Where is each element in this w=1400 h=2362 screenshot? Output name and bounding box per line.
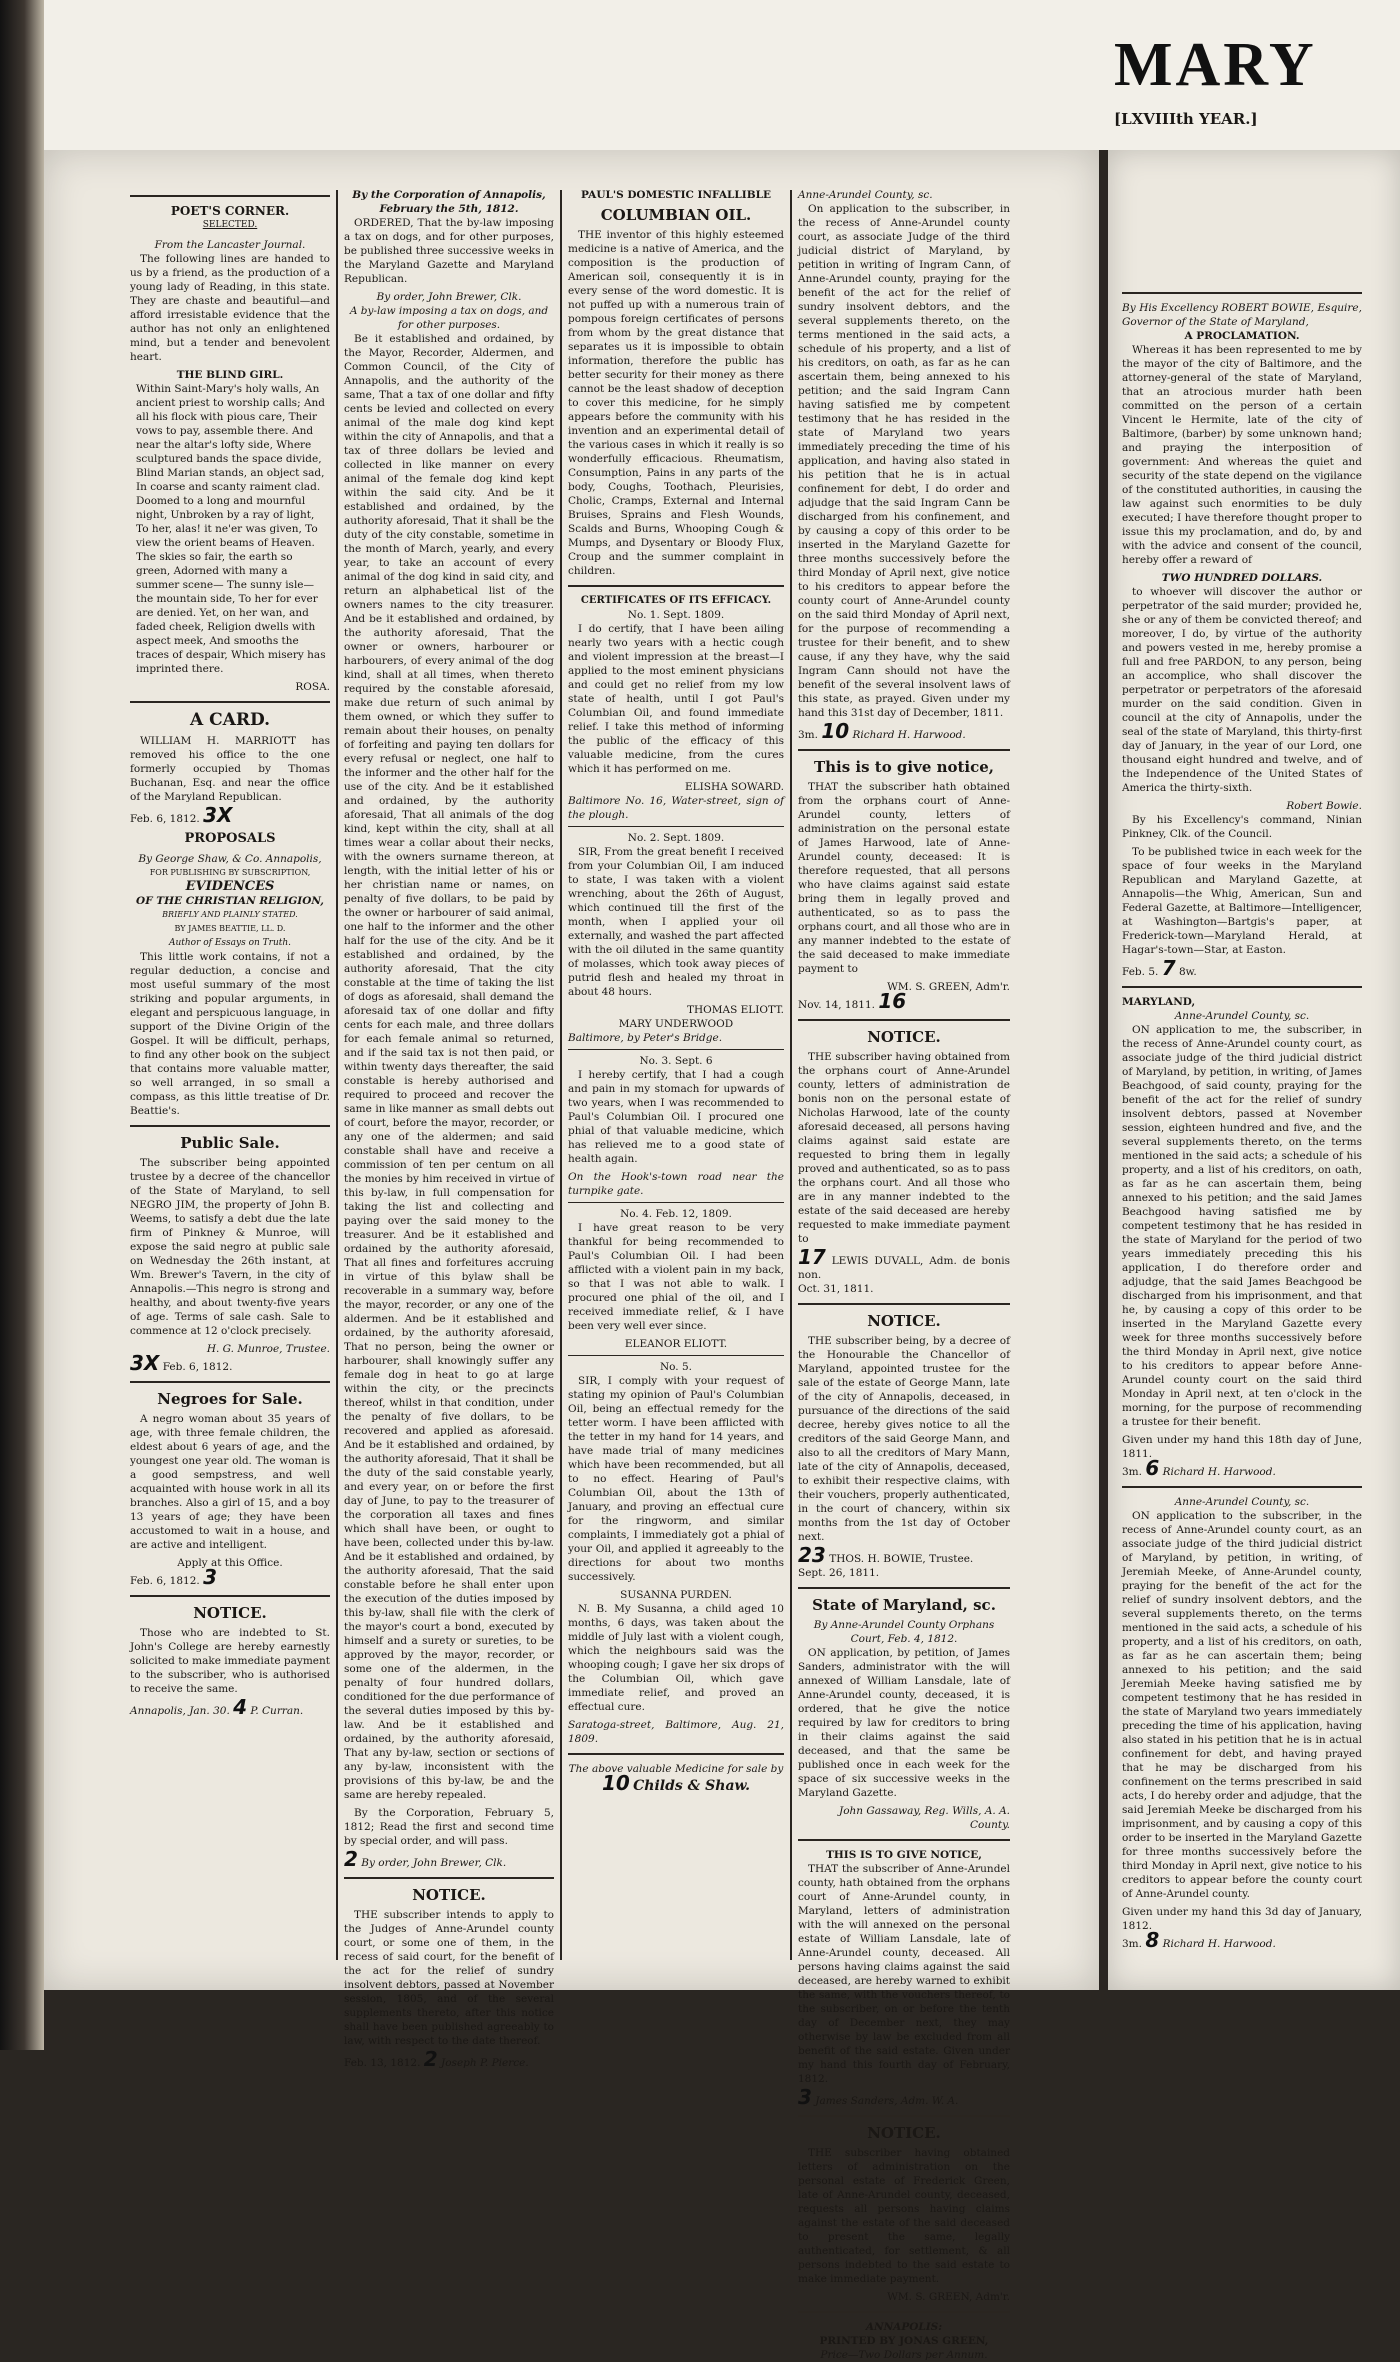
poem-title: THE BLIND GIRL. [176, 369, 284, 381]
notice-text: Those who are indebted to St. John's College are hereby earnestly solicited to make immediate payment to the subscriber, who is authorised to receive the same. [130, 1627, 330, 1695]
divider [344, 1877, 554, 1879]
divider [1122, 1486, 1362, 1488]
reward-amount: TWO HUNDRED DOLLARS. [1161, 572, 1323, 584]
cert-address: Saratoga-street, Baltimore, Aug. 21, 1809. [568, 1719, 784, 1745]
divider [798, 1019, 1010, 1021]
column-notices [798, 188, 1010, 2361]
seller-name: Childs & Shaw. [633, 1778, 751, 1794]
divider [568, 1355, 784, 1356]
section-heading: POET'S CORNER. [170, 204, 290, 218]
section-subheading: SELECTED. [202, 220, 258, 230]
give-notice-title: THIS IS TO GIVE NOTICE, [826, 1849, 982, 1861]
sale-line: The above valuable Medicine for sale by [568, 1763, 784, 1775]
bylaw-body: Be it established and ordained, by the Mayor, Recorder, Aldermen, and Common Council, of the City of Annapolis, and the authority of the same, That a tax of one dollar and fifty cents be levied and collected on every animal of the male dog kind kept within the city of Annapolis, and that a tax of three dollars be levied and collected in like manner on every animal of the female dog kind kept within the said city. And be it established and ordained, by the authority aforesaid, That it shall be the duty of the city constable, sometime in the month of March, yearly, and every year, to take an account of every animal of the dog kind in said city, and return an alphabetical list of the owners names to the city treasurer. And be it established and ordained, by the authority aforesaid, That the owner or owners, harbourer or harbourers, of every animal of the dog kind, shall at all times, when thereto required by the constable aforesaid, make due return of such animal by them owned, or which they suffer to remain about their houses, on penalty of forfeiting and paying ten dollars for every refusal or neglect, one half to the informer and the other half for the use of the city. And be it established and ordained, by the authority aforesaid, That all animals of the dog kind, kept within the city, shall at all times wear a collar about their necks, with the owners surname thereon, at length, with the initial letter of his or her christian name or names, on penalty of five dollars, to be paid by the owner or harbourer of said animal, one half to the informer and the other half for the use of the city. And be it established and ordained, by the authority aforesaid, That the city constable at the time of taking the list of dogs as aforesaid, shall demand the aforesaid tax of one dollar and fifty cents for each male, and three dollars for each female animal so returned, and if the said tax is not then paid, or within twenty days thereafter, the said constable is hereby authorised and required to proceed and recover the same in like manner as small debts out of court, before the mayor, recorder, or any one of the aldermen; and said constable shall have and receive a commission of ten per centum on all the monies by him received in virtue of this by-law, in full compensation for taking the list and collecting and paying over the said money to the treasurer. And be it established and ordained by the authority aforesaid, That all fines and forfeitures accruing in virtue of this bylaw shall be recoverable in a summary way, before the mayor, recorder, or any one of the aldermen. And be it established and ordained, by the authority aforesaid, That no person, being the owner or harbourer, shall knowingly suffer any female dog in heat to go at large within the city, or the precincts thereof, whilst in that condition, under the penalty of five dollars, to be recovered and applied as aforesaid. And be it established and ordained, by the authority aforesaid, That it shall be the duty of the said constable yearly, and every year, on or before the first day of June, to pay to the treasurer of the corporation all taxes and fines which shall have been, or ought to have been, collected under this by-law. And be it established and ordained, by the authority aforesaid, That the said constable before he shall enter upon the execution of the duties imposed by this by-law, shall file with the clerk of the mayor's court a bond, executed by himself and a surety or sureties, to be approved by the mayor, recorder, or some one of the aldermen, in the penalty of four hundred dollars, conditioned for the due performance of the several duties imposed by this by-law. And be it established and ordained, by the authority aforesaid, That any by-law, section or sections of any by-law, inconsistent with the provisions of this by-law, be and the same are hereby repealed. [344, 333, 554, 1801]
newspaper-page-left [44, 150, 1099, 2361]
evidences-sub: OF THE CHRISTIAN RELIGION, [136, 895, 324, 907]
oil-body: THE inventor of this highly esteemed medicine is a native of America, and the composition is the production of American soil, consequently it is in every sense of the word domestic. It is not puffed up with a numerous train of pompous foreign certificates of persons from whom by the great distance that separates us it is impossible to obtain information, therefore the public has better security for their money as there cannot be the least shadow of deception to cover this medicine, for he simply appears before the community with his invention and an experimental detail of the various cases in which it really is so wonderfully efficacious. Rheumatism, Consumption, Pains in any parts of the body, Coughs, Toothach, Pleurisies, Cholic, Cramps, External and Internal Bruises, Sprains and Flesh Wounds, Scalds and Burns, Whooping Cough & Mumps, and Dysentary or Bloody Flux, Croup and the summer complaint in children. [568, 229, 784, 577]
county-term: 3m. [1122, 1938, 1142, 1950]
notice-text: On application to the subscriber, in the recess of Anne-Arundel county court, as associate Judge of the third judicial district of Maryland, by petition in writing of Ingram Cann, of Anne-Arundel county, praying for the benefit of the act for the relief of sundry insolvent debtors, and the several supplements thereto, on the terms mentioned in the said acts, a schedule of his property, and a list of his creditors, on oath, as far as he can ascertain them, being annexed to his petition; and the said Ingram Cann having satisfied me by competent testimony that he has resided in the state of Maryland two years immediately preceding the time of his application, and having also stated in his petition that he is in actual confinement for debt, I do order and adjudge that the said Ingram Cann be discharged from his confinement, and by causing a copy of this order to be inserted in the Maryland Gazette for three months successively before the third Monday of April next, give notice to his creditors to appear before the county court of Anne-Arundel county on the said third Monday of April next, for the purpose of recommending a trustee for their benefit, and to shew cause, if any they have, why the said Ingram Cann should not have the benefit of the several insolvent laws of this state, as prayed. Given under my hand this 31st day of December, 1811. [798, 203, 1010, 719]
column-columbian-oil [568, 188, 784, 1968]
notice-text: THE subscriber having obtained letters of administration on the personal estate of Frederick Green, late of Anne-Arundel county, deceased, requests all persons having claims against the estate of the said deceased to present the same, legally authenticated, for settlement, & all persons indebted to the said estate to make immediate payment. [798, 2147, 1010, 2285]
notice-signature: THOS. H. BOWIE, Trustee. [829, 1553, 974, 1565]
oil-heading-1: PAUL'S DOMESTIC INFALLIBLE [581, 189, 771, 201]
divider [568, 585, 784, 587]
divider [568, 1753, 784, 1755]
author-line: BY JAMES BEATTIE, LL. D. [174, 924, 286, 933]
proclamation-text: Whereas it has been represented to me by the mayor of the city of Baltimore, and the attorney-general of the state of Maryland, that an atrocious murder hath been committed on the person of a certain Vincent le Hermite, late of the city of Baltimore, (barber) by some unknown hand; and praying the interposition of government: And whereas the quiet and security of the state depend on the vigilance of the constituted authorities, in causing the law against such enormities to be duly executed; I have therefore thought proper to issue this my proclamation, and do, by and with the advice and consent of the council, hereby offer a reward of [1122, 344, 1362, 566]
bylaw-header: By the Corporation of Annapolis, February the 5th, 1812. [352, 189, 546, 215]
divider [1122, 986, 1362, 988]
poem-text: Within Saint-Mary's holy walls, An ancient priest to worship calls; And all his flock with pious care, Their vows to pay, assemble there. And near the altar's lofty side, Where sculptured bands the space divide, Blind Marian stands, an object sad, In coarse and scanty raiment clad. Doomed to a long and mournful night, Unbroken by a ray of light, To her, alas! it ne'er was given, To view the orient beams of Heaven. The skies so fair, the earth so green, Adorned with many a summer scene— The sunny isle—the mountain side, To her for ever are denied. Yet, on her wan, and faded cheek, Religion dwells with aspect meek, And smooths the traces of despair, Which misery has imprinted there. [136, 383, 326, 675]
handwritten-mark: 3 [798, 2085, 812, 2109]
ordered-text: ORDERED, That the by-law imposing a tax on dogs, and for other purposes, be published three successive weeks in the Maryland Gazette and Maryland Republican. [344, 217, 554, 285]
card-date: Feb. 6, 1812. [130, 813, 200, 825]
cert-number: No. 4. [620, 1208, 653, 1220]
notice-title: NOTICE. [867, 1028, 941, 1046]
cert-signature: SUSANNA PURDEN. [620, 1589, 732, 1601]
give-notice-title: This is to give notice, [813, 758, 995, 776]
state-text: ON application, by petition, of James Sanders, administrator with the will annexed of William Lansdale, late of Anne-Arundel county, deceased, it is ordered, that he give the notice required by law for creditors to bring in their claims against the said deceased, and that the same be published once in each week for the space of six successive weeks in the Maryland Gazette. [798, 1647, 1010, 1799]
handwritten-mark: 3X [130, 1351, 160, 1375]
cert-text: SIR, I comply with your request of stating my opinion of Paul's Columbian Oil, being an effectual remedy for the tetter worm. I have been afflicted with the tetter in my hand for 14 years, and have made trial of many medicines which have been recommended, but all to no effect. Hearing of Paul's Columbian Oil, about the 13th of January, and proving an effectual cure for the ringworm, and similar complaints, I immediately got a phial of your Oil, and applied it agreeably to the directions for about two months successively. [568, 1375, 784, 1583]
divider [130, 701, 330, 703]
proclamation-publication: To be published twice in each week for the space of four weeks in the Maryland Republican and Maryland Gazette, at Annapolis—the Whig, American, Sun and Federal Gazette, at Baltimore—Intelligencer, at Washington—Bartgis's paper, at Frederick-town—Maryland Herald, at Hagar's-town—Star, at Easton. [1122, 846, 1362, 956]
author-sub: Author of Essays on Truth. [168, 938, 292, 948]
notice-signature: LEWIS DUVALL, Adm. de bonis non. [798, 1255, 1010, 1281]
handwritten-mark: 3X [203, 803, 233, 827]
cert-number: No. 1. [627, 609, 660, 621]
evidences-title: EVIDENCES [185, 879, 275, 894]
divider [568, 1202, 784, 1203]
handwritten-mark: 16 [878, 989, 907, 1013]
divider [798, 1303, 1010, 1305]
imprint-place: ANNAPOLIS: [865, 2321, 943, 2333]
source-line: From the Lancaster Journal. [154, 239, 306, 251]
column-proclamation [1122, 285, 1362, 1975]
sale-date: Feb. 6, 1812. [162, 1361, 233, 1373]
card-text: WILLIAM H. MARRIOTT has removed his office to the one formerly occupied by Thomas Buchanan, Esq. and near the office of the Maryland Republican. [130, 735, 330, 803]
county-date: Given under my hand this 3d day of January, 1812. [1122, 1906, 1362, 1932]
state-title: State of Maryland, sc. [812, 1596, 996, 1614]
state-subtitle: By Anne-Arundel County Orphans Court, Feb. 4, 1812. [813, 1619, 995, 1645]
county-text: ON application to the subscriber, in the recess of Anne-Arundel county court, as an associate judge of the third judicial district of Maryland, by petition, in writing, of Jeremiah Meeke, of Anne-Arundel county, praying for the benefit of the act for the relief of sundry insolvent debtors, and the several supplements thereto, on the terms mentioned in the said acts, a schedule of his property, and a list of his creditors, on oath, as far as he can ascertain them; being annexed to his petition; and the said Jeremiah Meeke having satisfied me by competent testimony that he has resided in the state of Maryland two years immediately preceding the time of his application, having also stated in his petition that he is in actual confinement for debt, and having prayed that he may be discharged from his confinement on the terms prescribed in said acts, I do hereby order and adjudge, that the said Jeremiah Meeke be discharged from his imprisonment, and by causing a copy of this order to be inserted in the Maryland Gazette for three months successively before the third Monday in April next, give notice to his creditors to appear before the county court of Anne-Arundel county. [1122, 1510, 1362, 1900]
poem-signature: ROSA. [295, 681, 330, 693]
maryland-date: Given under my hand this 18th day of June, 1811. [1122, 1434, 1362, 1460]
sale-title: Public Sale. [180, 1134, 280, 1152]
notice-text: THE subscriber having obtained from the orphans court of Anne-Arundel county, letters of administration de bonis non on the personal estate of Nicholas Harwood, late of the county aforesaid deceased, all persons having claims against said estate are requested to bring them in legally proved and authenticated, so as to pass the orphans court. And all those who are in any manner indebted to the estate of the said deceased are hereby requested to make immediate payment to [798, 1051, 1010, 1245]
proclamation-command: By his Excellency's command, Ninian Pinkney, Clk. of the Council. [1122, 814, 1362, 840]
notice-signature: WM. S. GREEN, Adm'r. [887, 2291, 1010, 2303]
state-signature: John Gassaway, Reg. Wills, A. A. County. [839, 1805, 1010, 1831]
county-header: Anne-Arundel County, sc. [798, 189, 933, 201]
card-title: A CARD. [189, 710, 270, 730]
proclamation-text-2: to whoever will discover the author or perpetrator of the said murder; provided he, she or any of them be convicted thereof; and moreover, I do, by virtue of the authority and powers vested in me, hereby promise a full and free PARDON, to any person, being an accomplice, who shall discover the perpetrator or perpetrators of the aforesaid murder on the said condition. Given in council at the city of Annapolis, under the seal of the state of Maryland, this thirty-first day of January, in the year of our Lord, one thousand eight hundred and twelve, and of the Independence of the United States of America the thirty-sixth. [1122, 586, 1362, 794]
cert-signature: ELISHA SOWARD. [685, 781, 784, 793]
divider [1122, 292, 1362, 294]
newspaper-page-right [1108, 150, 1400, 1990]
proclamation-header: By His Excellency ROBERT BOWIE, Esquire, Governor of the State of Maryland, [1122, 302, 1362, 328]
cert-signature: ELEANOR ELIOTT. [624, 1338, 728, 1350]
proclamation-term: 8w. [1178, 966, 1197, 978]
divider [130, 1381, 330, 1383]
column-rule [560, 190, 562, 1960]
oil-heading-2: COLUMBIAN OIL. [600, 206, 752, 224]
handwritten-mark: 10 [601, 1771, 630, 1795]
cert-date: Sept. 1809. [663, 609, 725, 621]
book-binding [0, 0, 44, 2050]
maryland-signature: Richard H. Harwood. [1162, 1466, 1276, 1478]
cert-number: No. 3. [639, 1055, 672, 1067]
divider [568, 1049, 784, 1050]
notice-term: 3m. [798, 729, 818, 741]
sale-text: The subscriber being appointed trustee by a decree of the chancellor of the State of Maryland, to sell NEGRO JIM, the property of John B. Weems, to satisfy a debt due the late firm of Pinkney & Munroe, will expose the said negro at public sale on Wednesday the 26th instant, at Wm. Brewer's Tavern, in the city of Annapolis.—This negro is strong and healthy, and about twenty-five years of age. Terms of sale cash. Sale to commence at 12 o'clock precisely. [130, 1157, 330, 1337]
cert-signature: THOMAS ELIOTT. [686, 1004, 784, 1016]
column-rule [790, 190, 792, 1960]
cert-text: SIR, From the great benefit I received from your Columbian Oil, I am induced to state, I was taken with a violent wrenching, about the 26th of August, which continued till the first of the month, when I applied your oil externally, and washed the part affected with the oil diluted in the same quantity of molasses, which took away pieces of putrid flesh and healed my throat in about 48 hours. [568, 846, 784, 998]
volume-line: [LXVIIIth YEAR.] [1114, 110, 1258, 128]
maryland-text: ON application to me, the subscriber, in the recess of Anne-Arundel county court, as associate judge of the third judicial district of Maryland, by petition, in writing, of James Beachgood, of said county, praying for the benefit of the act for the relief of sundry insolvent debtors, passed at November session, eighteen hundred and five, and the several supplements thereto, on the terms mentioned in the said acts; a schedule of his property, and a list of his creditors, on oath, as far as he can ascertain them, being annexed to his petition; and the said James Beachgood having satisfied me by competent testimony that he has resided in the state of Maryland for the period of two years immediately preceding this his application, I do therefore order and adjudge, that the said James Beachgood be discharged from his imprisonment, and that he, by causing a copy of this order to be inserted in the Maryland Gazette every week for three months successively before the third Monday in April next, give notice to his creditors to appear before Anne-Arundel county court on the said third Monday in April next, at ten o'clock in the morning, for the purpose of recommending a trustee for their benefit. [1122, 1024, 1362, 1428]
cert-text: I hereby certify, that I had a cough and pain in my stomach for upwards of two years, when I was recommended to Paul's Columbian Oil. I procured one phial of that valuable medicine, which has relieved me to a good state of health again. [568, 1069, 784, 1165]
handwritten-mark: 2 [423, 2047, 438, 2071]
handwritten-mark: 3 [203, 1565, 218, 1589]
divider [130, 1125, 330, 1127]
proclamation-signature: Robert Bowie. [1286, 800, 1362, 812]
cert-date: Feb. 12, 1809. [655, 1208, 732, 1220]
cert-text: I have great reason to be very thankful for being recommended to Paul's Columbian Oil. I had been afflicted with a violent pain in my back, so that I was not able to walk. I procured one phial of the oil, and I received immediate relief, & I have been very well ever since. [568, 1222, 784, 1332]
give-notice-date: Nov. 14, 1811. [798, 999, 875, 1011]
proclamation-title: A PROCLAMATION. [1184, 330, 1300, 342]
newspaper-masthead: MARY [1114, 31, 1317, 99]
by-order: By order, John Brewer, Clk. [376, 291, 522, 303]
handwritten-mark: 23 [798, 1543, 826, 1567]
notice-date: Feb. 13, 1812. [344, 2057, 421, 2069]
notice-title: NOTICE. [412, 1886, 486, 1904]
give-notice-signature: WM. S. GREEN, Adm'r. [887, 981, 1010, 993]
give-notice-text: THAT the subscriber of Anne-Arundel county, hath obtained from the orphans court of Anne-Arundel county, in Maryland, letters of administration with the will annexed on the personal estate of William Lansdale, late of Anne-Arundel county, deceased. All persons having claims against the said deceased, are hereby warned to exhibit the same, with the vouchers thereof, to the subscriber, on or before the tenth day of December next, they may otherwise by law be excluded from all benefit of the said estate. Given under my hand this fourth day of February, 1812. [798, 1863, 1010, 2085]
bylaw-closing: By the Corporation, February 5, 1812; Read the first and second time by special order, and will pass. [344, 1807, 554, 1847]
handwritten-mark: 10 [821, 719, 850, 743]
column-poets-corner [130, 188, 330, 1968]
negroes-title: Negroes for Sale. [157, 1390, 303, 1408]
divider [568, 826, 784, 827]
divider [798, 1587, 1010, 1589]
certificates-heading: CERTIFICATES OF ITS EFFICACY. [580, 595, 772, 606]
notice-signature: Richard H. Harwood. [852, 729, 966, 741]
proposals-text: This little work contains, if not a regular deduction, a concise and most useful summary of the most striking and popular arguments, in elegant and perspicuous language, in support of the Divine Origin of the Gospel. It will be difficult, perhaps, to find any other book on the subject that contains more valuable matter, so well arranged, in so small a compass, as this little treatise of Dr. Beattie's. [130, 951, 330, 1117]
notice-signature: P. Curran. [250, 1705, 304, 1717]
cert-address: On the Hook's-town road near the turnpike gate. [568, 1171, 784, 1197]
handwritten-mark: 8 [1145, 1928, 1160, 1952]
county-header: Anne-Arundel County, sc. [1174, 1496, 1310, 1508]
cert-signature: MARY UNDERWOOD [618, 1018, 734, 1030]
notice-date: Oct. 31, 1811. [798, 1283, 874, 1295]
notice-text: THE subscriber intends to apply to the Judges of Anne-Arundel county court, or some one of them, in the recess of said court, for the benefit of the act for the relief of sundry insolvent debtors, passed at November session, 1805, and of the several supplements thereto, after this notice shall have been published agreeably to law, with respect to the date thereof. [344, 1909, 554, 2047]
maryland-title: MARYLAND, [1122, 996, 1196, 1008]
proposals-sub: FOR PUBLISHING BY SUBSCRIPTION, [149, 868, 311, 877]
notice-signature: Joseph P. Pierce. [441, 2057, 529, 2069]
divider [798, 1839, 1010, 1841]
briefly-line: BRIEFLY AND PLAINLY STATED. [162, 910, 298, 919]
proclamation-date: Feb. 5. [1122, 966, 1159, 978]
divider [130, 1595, 330, 1597]
divider [798, 2311, 1010, 2313]
cert-note: N. B. My Susanna, a child aged 10 months, 6 days, was taken about the middle of July last with a violent cough, which the neighbours said was the whooping cough; I gave her six drops of the Columbian Oil, which gave immediate relief, and proved an effectual cure. [568, 1603, 784, 1713]
proposals-title: PROPOSALS [184, 831, 276, 846]
handwritten-mark: 2 [344, 1847, 358, 1871]
imprint-line: PRINTED BY JONAS GREEN, [819, 2335, 989, 2347]
intro-text: The following lines are handed to us by a friend, as the production of a young lady of Reading, in this state. They are chaste and beautiful—and afford irresistable evidence that the author has not only an enlightened mind, but a tender and benevolent heart. [130, 253, 330, 363]
bylaw-title: A by-law imposing a tax on dogs, and for other purposes. [349, 305, 549, 331]
cert-date: Sept. 1809. [663, 832, 725, 844]
notice-title: NOTICE. [867, 2124, 941, 2142]
column-rule [336, 190, 338, 1960]
proposals-by: By George Shaw, & Co. Annapolis, [138, 853, 322, 865]
notice-date: Sept. 26, 1811. [798, 1567, 880, 1579]
give-notice-signature: James Sanders, Adm. W. A. [815, 2095, 959, 2107]
column-corporation [344, 188, 554, 2071]
give-notice-text: THAT the subscriber hath obtained from the orphans court of Anne-Arundel county, letters of administration on the personal estate of James Harwood, late of Anne-Arundel county, deceased: It is therefore requested, that all persons who have claims against said estate bring them in legally proved and authenticated, so as to pass the orphans court, and all those who are in any manner indebted to the estate of the said deceased to make immediate payment to [798, 781, 1010, 975]
negroes-date: Feb. 6, 1812. [130, 1575, 200, 1587]
handwritten-mark: 6 [1145, 1456, 1160, 1480]
notice-text: THE subscriber being, by a decree of the Honourable the Chancellor of Maryland, appointed trustee for the sale of the estate of George Mann, late of the city of Annapolis, deceased, in pursuance of the directions of the said decree, hereby gives notice to all the creditors of the said George Mann, and also to all the creditors of Mary Mann, late of the city of Annapolis, deceased, to exhibit their respective claims, with their vouchers, properly authenticated, in the court of chancery, within six months from the 1st day of October next. [798, 1335, 1010, 1543]
maryland-term: 3m. [1122, 1466, 1142, 1478]
handwritten-mark: 17 [798, 1245, 826, 1269]
negroes-apply: Apply at this Office. [177, 1557, 283, 1569]
divider [798, 2115, 1010, 2117]
cert-text: I do certify, that I have been ailing nearly two years with a hectic cough and violent impression at the breast—I applied to the most eminent physicians and could get no relief from my low state of health, until I got Paul's Columbian Oil, and found immediate relief. I take this method of informing the public of the efficacy of this valuable medicine, from the cures which it has performed on me. [568, 623, 784, 775]
maryland-subtitle: Anne-Arundel County, sc. [1174, 1010, 1310, 1022]
notice-place: Annapolis, Jan. 30. [130, 1705, 230, 1717]
handwritten-mark: 7 [1161, 956, 1176, 980]
handwritten-mark: 4 [233, 1695, 248, 1719]
cert-number: No. 5. [659, 1361, 693, 1373]
divider [798, 749, 1010, 751]
notice-title: NOTICE. [867, 1312, 941, 1330]
cert-date: Sept. 6 [674, 1055, 713, 1067]
county-signature: Richard H. Harwood. [1162, 1938, 1276, 1950]
price-line: Price—Two Dollars per Annum. [820, 2349, 988, 2361]
negroes-text: A negro woman about 35 years of age, with three female children, the eldest about 6 years of age, and the youngest one year old. The woman is a good sempstress, and well acquainted with house work in all its branches. Also a girl of 15, and a boy 13 years of age; they have been accustomed to wait in a house, and are active and intelligent. [130, 1413, 330, 1551]
cert-number: No. 2. [627, 832, 660, 844]
cert-address: Baltimore, by Peter's Bridge. [568, 1032, 723, 1044]
notice-title: NOTICE. [193, 1604, 267, 1622]
cert-address: Baltimore No. 16, Water-street, sign of the plough. [568, 795, 784, 821]
closing-signature: By order, John Brewer, Clk. [361, 1857, 507, 1869]
divider [130, 195, 330, 197]
sale-signature: H. G. Munroe, Trustee. [206, 1343, 330, 1355]
